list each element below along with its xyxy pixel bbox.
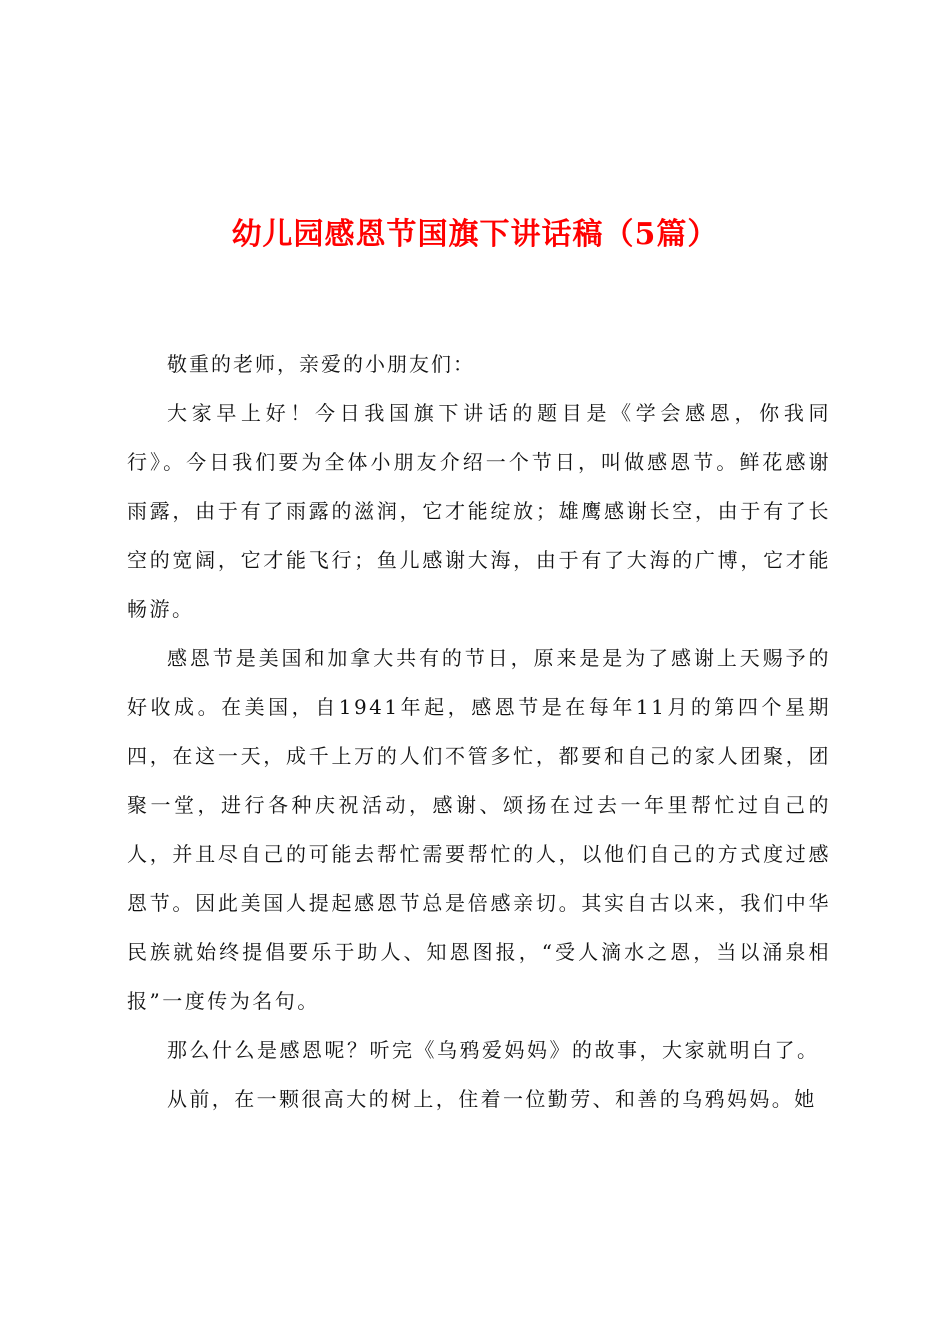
document-body	[127, 340, 831, 1124]
story-paragraph: 从前，在一颗很高大的树上，住着一位勤劳、和善的乌鸦妈妈。她	[167, 1087, 817, 1111]
greeting-paragraph: 敬重的老师，亲爱的小朋友们：	[167, 352, 475, 376]
intro-paragraph: 大家早上好！今日我国旗下讲话的题目是《学会感恩，你我同行》。今日我们要为全体小朋友介绍一个节日，叫做感恩节。鲜花感谢雨露，由于有了雨露的滋润，它才能绽放；雄鹰感谢长空，由于有了长空的宽阔，它才能飞行；鱼儿感谢大海，由于有了大海的广博，它才能畅游。	[127, 401, 831, 621]
question-paragraph: 那么什么是感恩呢？听完《乌鸦爱妈妈》的故事，大家就明白了。	[167, 1038, 820, 1062]
document-title: 幼儿园感恩节国旗下讲话稿（5篇）	[231, 217, 719, 252]
thanksgiving-paragraph: 感恩节是美国和加拿大共有的节日，原来是是为了感谢上天赐予的好收成。在美国，自1941年起，感恩节是在每年11月的第四个星期四，在这一天，成千上万的人们不管多忙，都要和自己的家人团聚，团聚一堂，进行各种庆祝活动，感谢、颂扬在过去一年里帮忙过自己的人，并且尽自己的可能去帮忙需要帮忙的人，以他们自己的方式度过感恩节。因此美国人提起感恩节总是倍感亲切。其实自古以来，我们中华民族就始终提倡要乐于助人、知恩图报，“受人滴水之恩，当以涌泉相报”一度传为名句。	[127, 646, 831, 1013]
